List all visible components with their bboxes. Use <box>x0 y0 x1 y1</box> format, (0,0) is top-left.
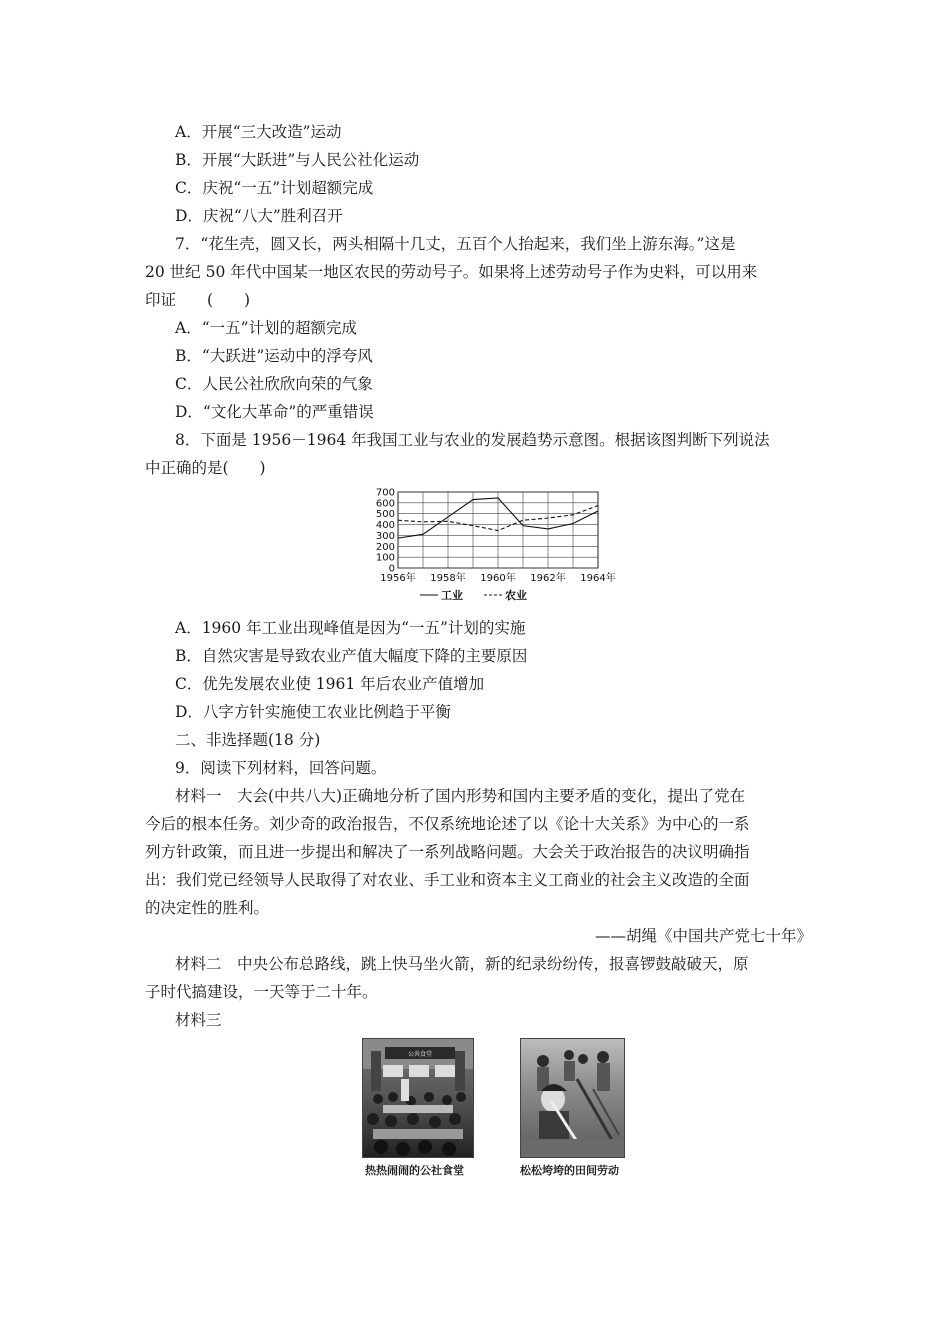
y-tick-500: 500 <box>375 509 395 521</box>
q7-stem-line2: 20 世纪 50 年代中国某一地区农民的劳动号子。如果将上述劳动号子作为史料，可以用来 <box>145 263 758 281</box>
q8-option-b: B．自然灾害是导致农业产值大幅度下降的主要原因 <box>175 647 528 665</box>
y-tick-200: 200 <box>375 541 395 553</box>
q8-option-a: A．1960 年工业出现峰值是因为“一五”计划的实施 <box>175 619 526 637</box>
chart-x-ticks <box>380 571 615 584</box>
material1-line5: 的决定性的胜利。 <box>145 899 270 917</box>
q6-option-b: B．开展“大跃进”与人民公社化运动 <box>175 151 420 169</box>
q7-stem-line1: 7．“花生壳，圆又长，两头相隔十几丈，五百个人抬起来，我们坐上游东海。”这是 <box>175 235 736 253</box>
field-labor-photo-caption: 松松垮垮的田间劳动 <box>520 1164 619 1177</box>
legend-label-agriculture: 农业 <box>505 589 527 602</box>
material1-source: ——胡绳《中国共产党七十年》 <box>594 927 812 945</box>
x-tick-1956: 1956年 <box>380 573 416 584</box>
q8-option-d: D．八字方针实施使工农业比例趋于平衡 <box>175 703 451 721</box>
y-tick-300: 300 <box>375 530 395 542</box>
material1-line1: 材料一 大会(中共八大)正确地分析了国内形势和国内主要矛盾的变化，提出了党在 <box>175 787 746 805</box>
material1-line3: 列方针政策，而且进一步提出和解决了一系列战略问题。大会关于政治报告的决议明确指 <box>145 843 750 861</box>
q6-option-d: D．庆祝“八大”胜利召开 <box>175 207 343 225</box>
y-tick-400: 400 <box>375 520 395 532</box>
x-tick-1960: 1960年 <box>480 573 516 584</box>
q7-stem-line3: 印证 ( ) <box>145 291 251 309</box>
section2-title: 二、非选择题(18 分) <box>175 731 321 749</box>
q7-option-c: C．人民公社欣欣向荣的气象 <box>175 375 373 393</box>
q8-option-c: C．优先发展农业使 1961 年后农业产值增加 <box>175 675 485 693</box>
legend-label-industry: 工业 <box>441 589 463 602</box>
canteen-photo-caption: 热热闹闹的公社食堂 <box>365 1164 464 1177</box>
x-tick-1964: 1964年 <box>580 573 616 584</box>
q6-option-c: C．庆祝“一五”计划超额完成 <box>175 179 374 197</box>
material3-label: 材料三 <box>175 1011 222 1029</box>
canteen-banner: 公共食堂 <box>407 1051 433 1058</box>
q8-stem-line2: 中正确的是( ) <box>145 459 266 477</box>
y-tick-100: 100 <box>375 552 395 564</box>
q9-title: 9．阅读下列材料，回答问题。 <box>175 759 387 777</box>
chart-legend <box>420 588 527 602</box>
y-tick-600: 600 <box>375 498 395 510</box>
field-labor-photo <box>520 1038 625 1158</box>
x-tick-1962: 1962年 <box>530 573 566 584</box>
chart-y-ticks <box>376 488 395 575</box>
material2-line2: 子时代搞建设，一天等于二十年。 <box>145 983 378 1001</box>
q7-option-b: B．“大跃进”运动中的浮夸风 <box>175 347 373 365</box>
y-tick-700: 700 <box>375 487 395 499</box>
q7-option-a: A．“一五”计划的超额完成 <box>175 319 358 337</box>
y-tick-0: 0 <box>388 563 395 575</box>
canteen-photo <box>362 1038 474 1158</box>
material1-line4: 出：我们党已经领导人民取得了对农业、手工业和资本主义工商业的社会主义改造的全面 <box>145 871 750 889</box>
q8-stem-line1: 8．下面是 1956－1964 年我国工业与农业的发展趋势示意图。根据该图判断下列说法 <box>175 431 770 449</box>
material2-line1: 材料二 中央公布总路线，跳上快马坐火箭，新的纪录纷纷传，报喜锣鼓敲破天，原 <box>175 955 749 973</box>
x-tick-1958: 1958年 <box>430 573 466 584</box>
industry-agriculture-chart <box>360 484 620 610</box>
q6-option-a: A．开展“三大改造”运动 <box>175 123 342 141</box>
q7-option-d: D．“文化大革命”的严重错误 <box>175 403 374 421</box>
material1-line2: 今后的根本任务。刘少奇的政治报告，不仅系统地论述了以《论十大关系》为中心的一系 <box>145 815 750 833</box>
